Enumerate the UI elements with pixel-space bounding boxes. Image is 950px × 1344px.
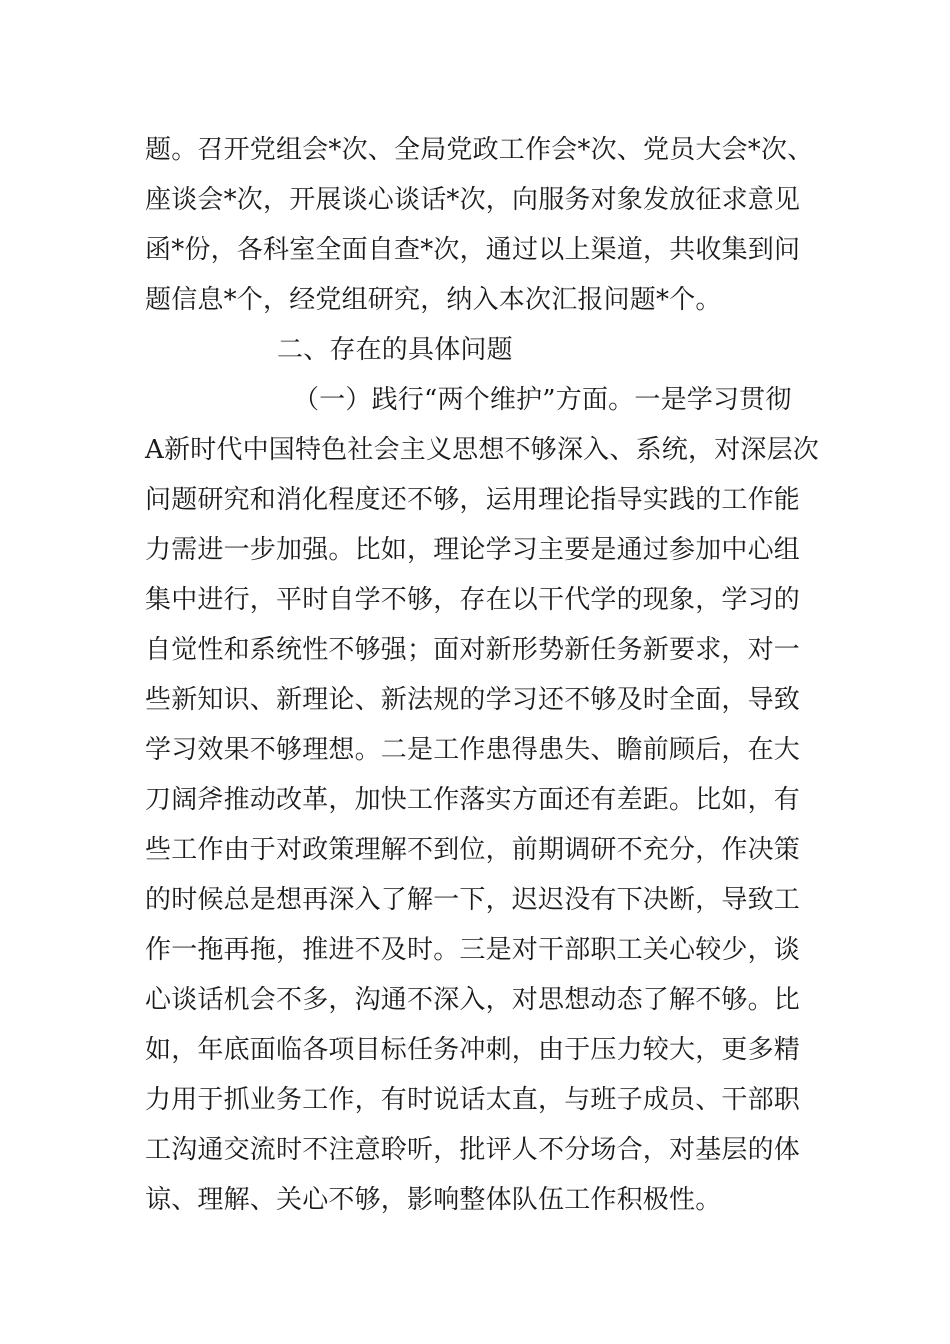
text-line: 集中进行，平时自学不够，存在以干代学的现象，学习的 — [145, 585, 801, 615]
text-line: 力需进一步加强。比如，理论学习主要是通过参加中心组 — [145, 535, 801, 565]
text-line: A新时代中国特色社会主义思想不够深入、系统，对深层次 — [145, 435, 819, 465]
text-line: 些新知识、新理论、新法规的学习还不够及时全面，导致 — [145, 685, 801, 715]
text-line: 工沟通交流时不注意聆听，批评人不分场合，对基层的体 — [145, 1135, 801, 1165]
text-line: 力用于抓业务工作，有时说话太直，与班子成员、干部职 — [145, 1085, 801, 1115]
text-line: 学习效果不够理想。二是工作患得患失、瞻前顾后，在大 — [145, 735, 801, 765]
text-line: 谅、理解、关心不够，影响整体队伍工作积极性。 — [145, 1185, 722, 1215]
text-line: 些工作由于对政策理解不到位，前期调研不充分，作决策 — [145, 835, 801, 865]
text-line: 座谈会*次，开展谈心谈话*次，向服务对象发放征求意见 — [145, 185, 801, 215]
text-line: 的时候总是想再深入了解一下，迟迟没有下决断，导致工 — [145, 885, 801, 915]
text-line: 心谈话机会不多，沟通不深入，对思想动态了解不够。比 — [145, 985, 801, 1015]
subsection-heading-line: （一）践行“两个维护”方面。一是学习贯彻 — [293, 385, 792, 415]
text-line: 自觉性和系统性不够强；面对新形势新任务新要求，对一 — [145, 635, 801, 665]
text-line: 问题研究和消化程度还不够，运用理论指导实践的工作能 — [145, 485, 801, 515]
text-line: 函*份，各科室全面自查*次，通过以上渠道，共收集到问 — [145, 235, 801, 265]
text-line: 题信息*个，经党组研究，纳入本次汇报问题*个。 — [145, 285, 722, 315]
section-heading: 二、存在的具体问题 — [277, 335, 513, 365]
text-line: 题。召开党组会*次、全局党政工作会*次、党员大会*次、 — [145, 135, 814, 165]
text-line: 如，年底面临各项目标任务冲刺，由于压力较大，更多精 — [145, 1035, 801, 1065]
text-line: 刀阔斧推动改革，加快工作落实方面还有差距。比如，有 — [145, 785, 801, 815]
text-line: 作一拖再拖，推进不及时。三是对干部职工关心较少，谈 — [145, 935, 801, 965]
